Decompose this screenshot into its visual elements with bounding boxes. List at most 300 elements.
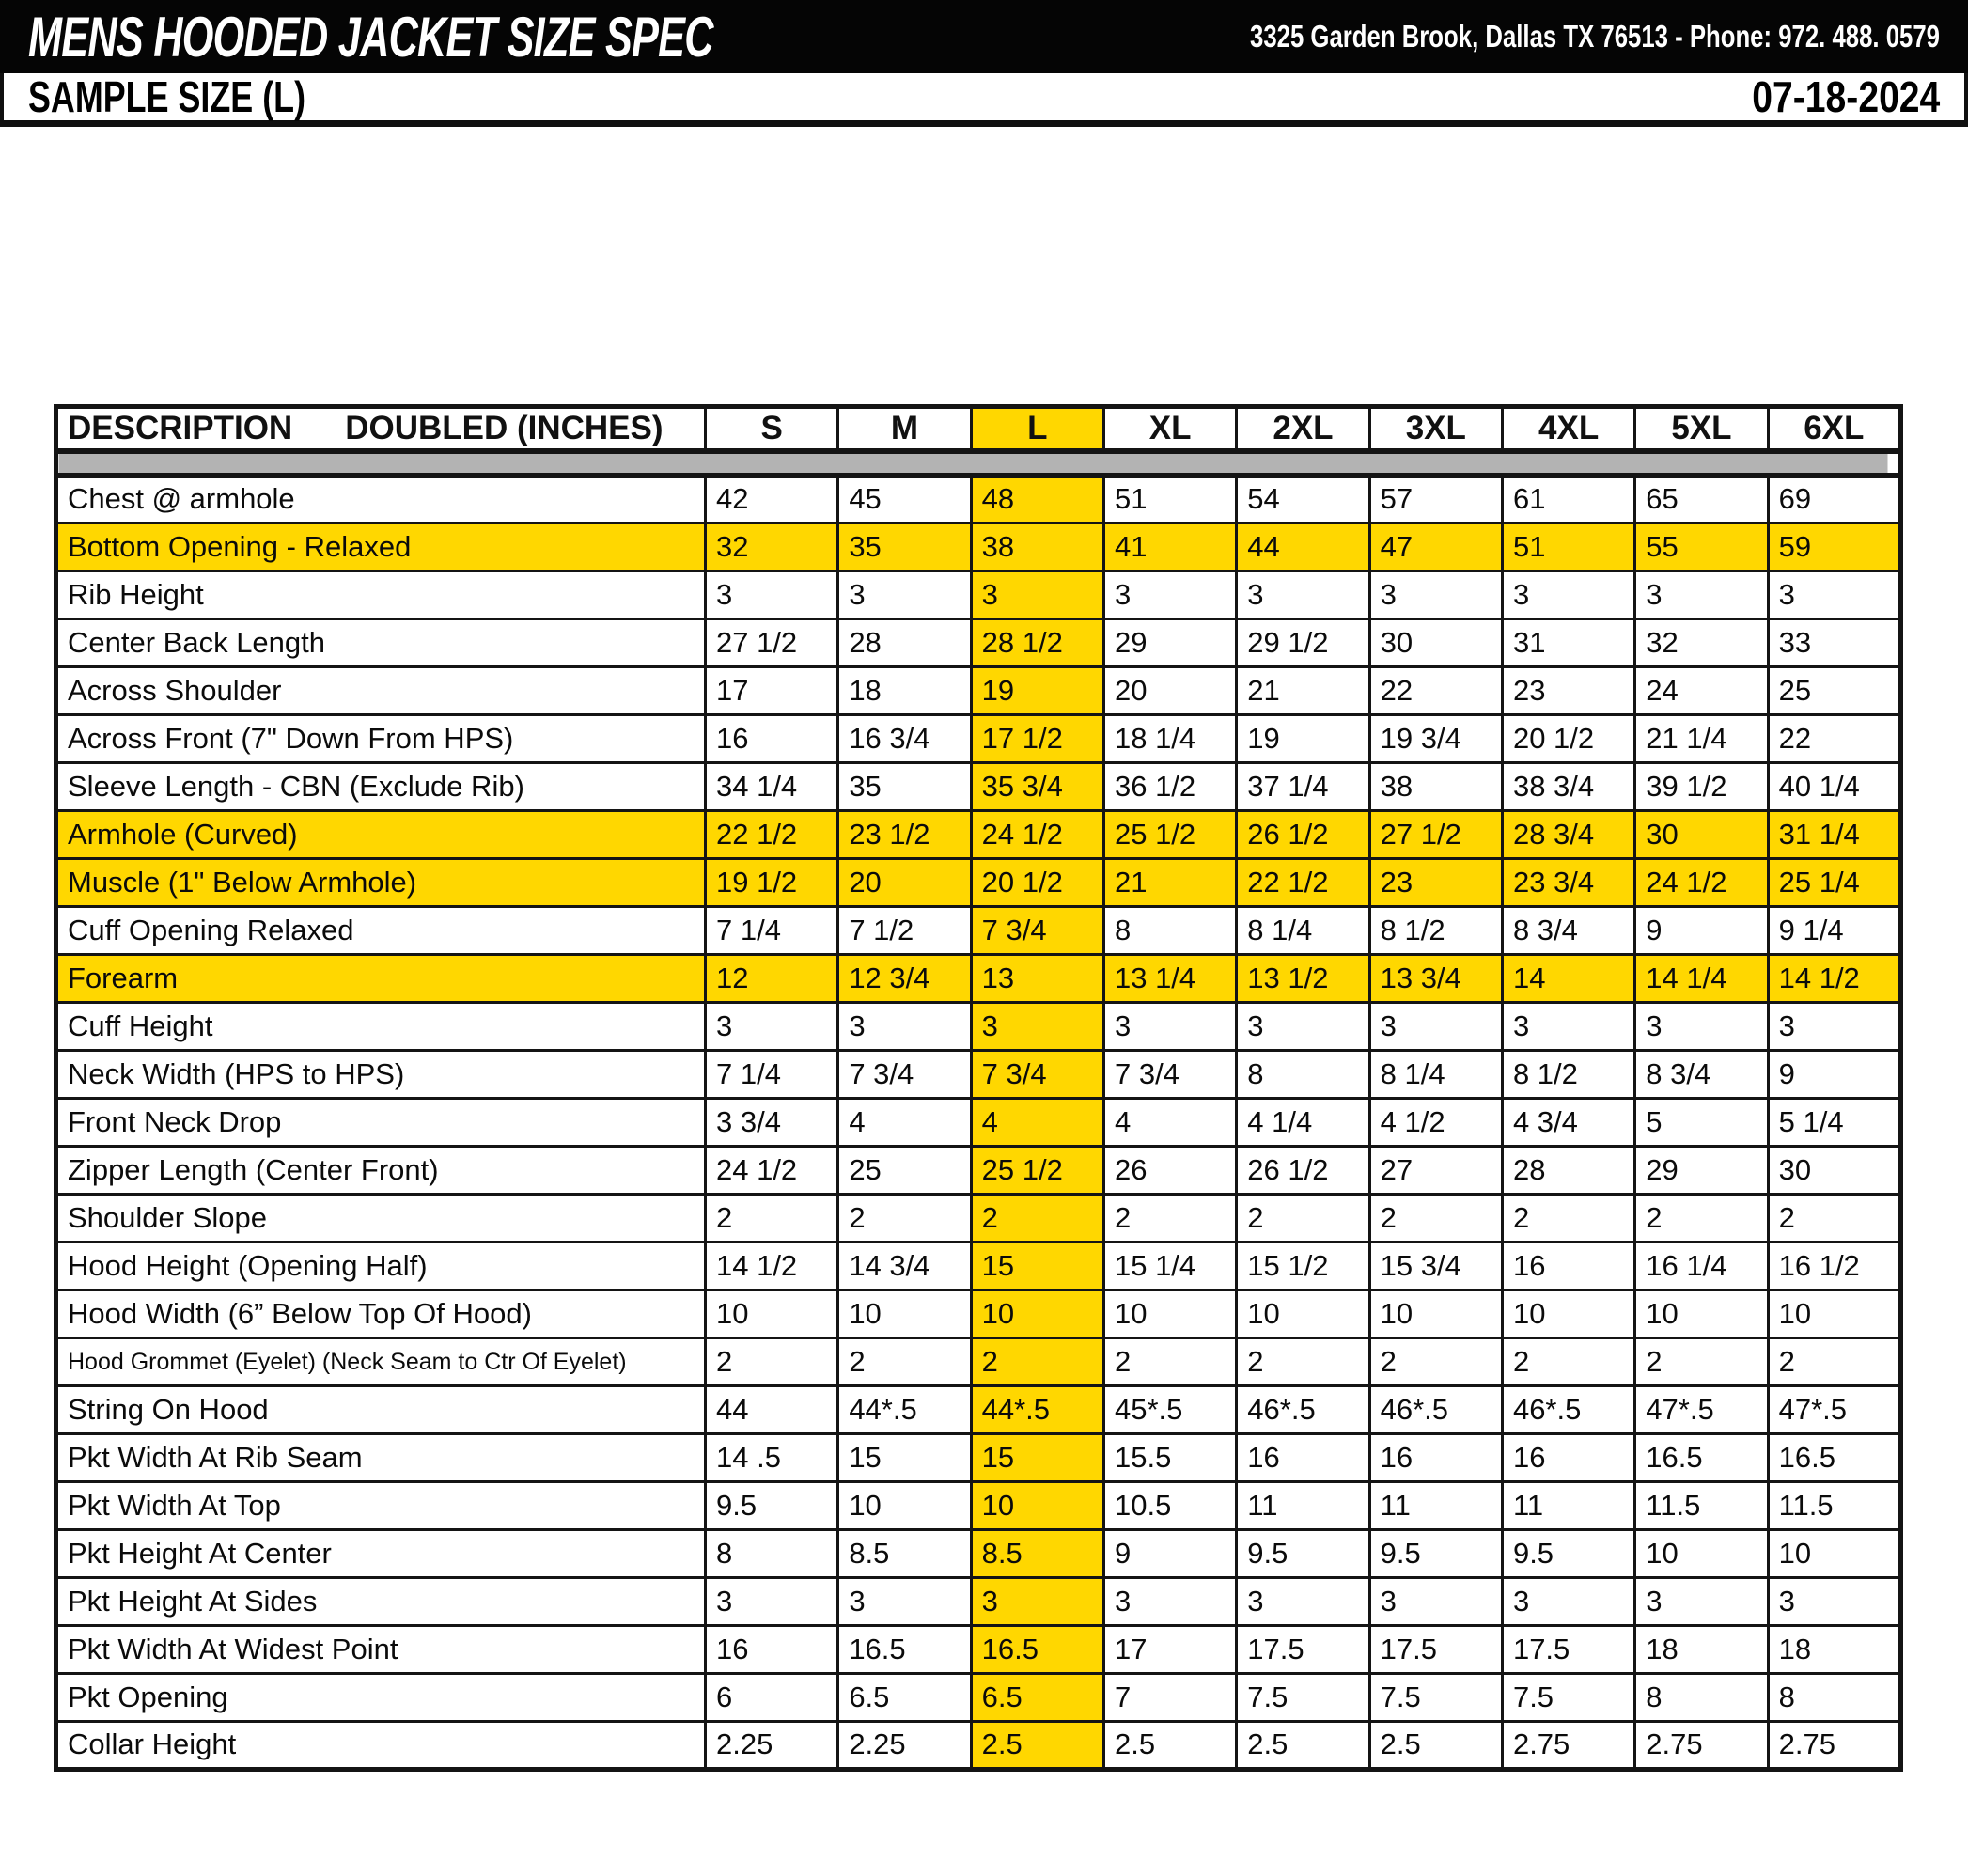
value-cell: 31 xyxy=(1502,619,1634,667)
value-cell: 10 xyxy=(838,1482,971,1530)
value-cell: 3 xyxy=(1635,1578,1768,1626)
table-row xyxy=(56,955,1901,1003)
value-cell: 16.5 xyxy=(1768,1434,1900,1482)
value-cell: 44*.5 xyxy=(838,1386,971,1434)
value-cell: 12 xyxy=(705,955,837,1003)
value-cell: 28 xyxy=(1502,1147,1634,1195)
value-cell: 21 xyxy=(1103,859,1236,907)
value-cell: 2.25 xyxy=(838,1722,971,1770)
value-cell: 5 1/4 xyxy=(1768,1099,1900,1147)
value-cell: 51 xyxy=(1502,524,1634,571)
value-cell: 16 1/4 xyxy=(1635,1243,1768,1290)
value-cell: 2.5 xyxy=(971,1722,1103,1770)
row-label: Collar Height xyxy=(56,1722,706,1770)
row-label: Front Neck Drop xyxy=(56,1099,706,1147)
value-cell: 2 xyxy=(971,1195,1103,1243)
value-cell: 9 xyxy=(1103,1530,1236,1578)
value-cell: 2 xyxy=(705,1338,837,1386)
value-cell: 15.5 xyxy=(1103,1434,1236,1482)
row-label: Neck Width (HPS to HPS) xyxy=(56,1051,706,1099)
value-cell: 4 xyxy=(838,1099,971,1147)
value-cell: 11 xyxy=(1237,1482,1369,1530)
value-cell: 26 xyxy=(1103,1147,1236,1195)
value-cell: 10 xyxy=(971,1482,1103,1530)
value-cell: 13 1/2 xyxy=(1237,955,1369,1003)
value-cell: 13 xyxy=(971,955,1103,1003)
value-cell: 47*.5 xyxy=(1768,1386,1900,1434)
value-cell: 38 xyxy=(971,524,1103,571)
value-cell: 8.5 xyxy=(838,1530,971,1578)
value-cell: 2.5 xyxy=(1369,1722,1502,1770)
size-column-header-xl: XL xyxy=(1103,407,1236,451)
topbar xyxy=(0,0,1968,73)
value-cell: 8 xyxy=(705,1530,837,1578)
value-cell: 16 xyxy=(1502,1243,1634,1290)
value-cell: 9.5 xyxy=(1369,1530,1502,1578)
table-row xyxy=(56,1578,1901,1626)
table-row xyxy=(56,1434,1901,1482)
row-label: Forearm xyxy=(56,955,706,1003)
value-cell: 17 1/2 xyxy=(971,715,1103,763)
value-cell: 11 xyxy=(1369,1482,1502,1530)
value-cell: 24 1/2 xyxy=(971,811,1103,859)
value-cell: 10 xyxy=(1768,1530,1900,1578)
value-cell: 8 xyxy=(1768,1674,1900,1722)
value-cell: 28 1/2 xyxy=(971,619,1103,667)
value-cell: 9 xyxy=(1635,907,1768,955)
description-header: DESCRIPTION xyxy=(68,409,293,446)
size-column-header-5xl: 5XL xyxy=(1635,407,1768,451)
table-row xyxy=(56,1530,1901,1578)
value-cell: 34 1/4 xyxy=(705,763,837,811)
value-cell: 3 xyxy=(1369,1003,1502,1051)
doubled-inches-header: DOUBLED (INCHES) xyxy=(345,409,664,446)
row-label: Cuff Height xyxy=(56,1003,706,1051)
value-cell: 10 xyxy=(1635,1530,1768,1578)
value-cell: 8 3/4 xyxy=(1502,907,1634,955)
value-cell: 4 xyxy=(1103,1099,1236,1147)
table-row xyxy=(56,811,1901,859)
value-cell: 7 3/4 xyxy=(971,907,1103,955)
spec-date: 07-18-2024 xyxy=(1751,72,1940,121)
row-label: Pkt Width At Top xyxy=(56,1482,706,1530)
value-cell: 6.5 xyxy=(971,1674,1103,1722)
table-row xyxy=(56,667,1901,715)
row-label: Cuff Opening Relaxed xyxy=(56,907,706,955)
value-cell: 4 xyxy=(971,1099,1103,1147)
table-row xyxy=(56,859,1901,907)
value-cell: 16 xyxy=(705,715,837,763)
row-label: Pkt Opening xyxy=(56,1674,706,1722)
value-cell: 27 1/2 xyxy=(1369,811,1502,859)
value-cell: 9 xyxy=(1768,1051,1900,1099)
value-cell: 3 xyxy=(1237,1578,1369,1626)
page-title: MENS HOODED JACKET SIZE SPEC xyxy=(28,5,713,69)
value-cell: 14 1/4 xyxy=(1635,955,1768,1003)
value-cell: 17 xyxy=(1103,1626,1236,1674)
value-cell: 10 xyxy=(1237,1290,1369,1338)
size-column-header-l: L xyxy=(971,407,1103,451)
value-cell: 32 xyxy=(1635,619,1768,667)
value-cell: 3 xyxy=(1635,1003,1768,1051)
row-label: Muscle (1" Below Armhole) xyxy=(56,859,706,907)
value-cell: 3 xyxy=(705,571,837,619)
value-cell: 10 xyxy=(1635,1290,1768,1338)
value-cell: 23 xyxy=(1502,667,1634,715)
size-column-header-m: M xyxy=(838,407,971,451)
value-cell: 2 xyxy=(705,1195,837,1243)
row-label: Across Shoulder xyxy=(56,667,706,715)
value-cell: 61 xyxy=(1502,476,1634,524)
value-cell: 16 xyxy=(1237,1434,1369,1482)
value-cell: 46*.5 xyxy=(1369,1386,1502,1434)
value-cell: 15 xyxy=(838,1434,971,1482)
row-label: Pkt Width At Rib Seam xyxy=(56,1434,706,1482)
value-cell: 15 1/4 xyxy=(1103,1243,1236,1290)
value-cell: 59 xyxy=(1768,524,1900,571)
value-cell: 19 xyxy=(1237,715,1369,763)
value-cell: 2 xyxy=(1103,1338,1236,1386)
value-cell: 14 xyxy=(1502,955,1634,1003)
value-cell: 7 3/4 xyxy=(971,1051,1103,1099)
value-cell: 12 3/4 xyxy=(838,955,971,1003)
value-cell: 22 1/2 xyxy=(1237,859,1369,907)
value-cell: 4 3/4 xyxy=(1502,1099,1634,1147)
value-cell: 18 1/4 xyxy=(1103,715,1236,763)
value-cell: 45*.5 xyxy=(1103,1386,1236,1434)
value-cell: 24 1/2 xyxy=(705,1147,837,1195)
value-cell: 9.5 xyxy=(1502,1530,1634,1578)
value-cell: 21 xyxy=(1237,667,1369,715)
value-cell: 42 xyxy=(705,476,837,524)
value-cell: 2 xyxy=(1768,1195,1900,1243)
value-cell: 39 1/2 xyxy=(1635,763,1768,811)
value-cell: 7.5 xyxy=(1502,1674,1634,1722)
value-cell: 10 xyxy=(1502,1290,1634,1338)
value-cell: 2 xyxy=(838,1338,971,1386)
row-label: Zipper Length (Center Front) xyxy=(56,1147,706,1195)
value-cell: 3 xyxy=(1768,1003,1900,1051)
value-cell: 35 xyxy=(838,763,971,811)
row-label: Pkt Width At Widest Point xyxy=(56,1626,706,1674)
company-address: 3325 Garden Brook, Dallas TX 76513 - Phone: 972. 488. 0579 xyxy=(1250,19,1940,54)
row-label: Pkt Height At Sides xyxy=(56,1578,706,1626)
value-cell: 23 xyxy=(1369,859,1502,907)
description-header-cell xyxy=(56,407,706,451)
table-row xyxy=(56,524,1901,571)
value-cell: 2 xyxy=(1237,1338,1369,1386)
value-cell: 13 1/4 xyxy=(1103,955,1236,1003)
value-cell: 10 xyxy=(1768,1290,1900,1338)
value-cell: 38 xyxy=(1369,763,1502,811)
table-row xyxy=(56,1195,1901,1243)
value-cell: 19 xyxy=(971,667,1103,715)
value-cell: 23 3/4 xyxy=(1502,859,1634,907)
value-cell: 3 xyxy=(1103,1003,1236,1051)
value-cell: 3 xyxy=(705,1578,837,1626)
table-row xyxy=(56,1003,1901,1051)
size-column-header-6xl: 6XL xyxy=(1768,407,1900,451)
value-cell: 9.5 xyxy=(1237,1530,1369,1578)
value-cell: 15 xyxy=(971,1243,1103,1290)
table-row xyxy=(56,1147,1901,1195)
value-cell: 18 xyxy=(1768,1626,1900,1674)
value-cell: 10 xyxy=(971,1290,1103,1338)
sample-size-label: SAMPLE SIZE (L) xyxy=(28,72,306,121)
value-cell: 16.5 xyxy=(1635,1434,1768,1482)
value-cell: 57 xyxy=(1369,476,1502,524)
value-cell: 28 xyxy=(838,619,971,667)
value-cell: 2.5 xyxy=(1103,1722,1236,1770)
value-cell: 4 1/4 xyxy=(1237,1099,1369,1147)
value-cell: 3 3/4 xyxy=(705,1099,837,1147)
table-row xyxy=(56,619,1901,667)
value-cell: 9.5 xyxy=(705,1482,837,1530)
value-cell: 3 xyxy=(1369,1578,1502,1626)
value-cell: 9 1/4 xyxy=(1768,907,1900,955)
row-label: Center Back Length xyxy=(56,619,706,667)
value-cell: 7 1/2 xyxy=(838,907,971,955)
header-row xyxy=(56,407,1901,451)
value-cell: 14 1/2 xyxy=(705,1243,837,1290)
value-cell: 20 xyxy=(1103,667,1236,715)
table-row xyxy=(56,1674,1901,1722)
value-cell: 27 1/2 xyxy=(705,619,837,667)
value-cell: 2 xyxy=(1502,1338,1634,1386)
value-cell: 25 xyxy=(838,1147,971,1195)
row-label: Pkt Height At Center xyxy=(56,1530,706,1578)
value-cell: 44*.5 xyxy=(971,1386,1103,1434)
value-cell: 19 3/4 xyxy=(1369,715,1502,763)
value-cell: 18 xyxy=(1635,1626,1768,1674)
value-cell: 2.75 xyxy=(1768,1722,1900,1770)
value-cell: 17.5 xyxy=(1502,1626,1634,1674)
value-cell: 16.5 xyxy=(971,1626,1103,1674)
value-cell: 2 xyxy=(1768,1338,1900,1386)
value-cell: 6 xyxy=(705,1674,837,1722)
value-cell: 2.75 xyxy=(1502,1722,1634,1770)
value-cell: 25 xyxy=(1768,667,1900,715)
row-label: Bottom Opening - Relaxed xyxy=(56,524,706,571)
value-cell: 24 xyxy=(1635,667,1768,715)
value-cell: 16 xyxy=(1369,1434,1502,1482)
value-cell: 3 xyxy=(838,1003,971,1051)
value-cell: 2 xyxy=(1502,1195,1634,1243)
value-cell: 41 xyxy=(1103,524,1236,571)
value-cell: 3 xyxy=(1502,571,1634,619)
table-row xyxy=(56,907,1901,955)
value-cell: 7 3/4 xyxy=(838,1051,971,1099)
size-column-header-2xl: 2XL xyxy=(1237,407,1369,451)
value-cell: 15 xyxy=(971,1434,1103,1482)
value-cell: 3 xyxy=(705,1003,837,1051)
table-row xyxy=(56,1722,1901,1770)
value-cell: 36 1/2 xyxy=(1103,763,1236,811)
value-cell: 28 3/4 xyxy=(1502,811,1634,859)
value-cell: 13 3/4 xyxy=(1369,955,1502,1003)
value-cell: 2 xyxy=(1635,1338,1768,1386)
value-cell: 31 1/4 xyxy=(1768,811,1900,859)
value-cell: 8 xyxy=(1237,1051,1369,1099)
table-row xyxy=(56,715,1901,763)
value-cell: 4 1/2 xyxy=(1369,1099,1502,1147)
value-cell: 10 xyxy=(838,1290,971,1338)
value-cell: 55 xyxy=(1635,524,1768,571)
subbar xyxy=(0,73,1968,127)
size-column-header-4xl: 4XL xyxy=(1502,407,1634,451)
table-row xyxy=(56,1482,1901,1530)
value-cell: 10 xyxy=(1369,1290,1502,1338)
value-cell: 22 1/2 xyxy=(705,811,837,859)
value-cell: 14 .5 xyxy=(705,1434,837,1482)
value-cell: 2.75 xyxy=(1635,1722,1768,1770)
value-cell: 2.5 xyxy=(1237,1722,1369,1770)
value-cell: 44 xyxy=(1237,524,1369,571)
value-cell: 2 xyxy=(1369,1195,1502,1243)
value-cell: 10 xyxy=(1103,1290,1236,1338)
value-cell: 22 xyxy=(1768,715,1900,763)
table-row xyxy=(56,1338,1901,1386)
table-body xyxy=(56,476,1901,1770)
value-cell: 69 xyxy=(1768,476,1900,524)
row-label: Hood Width (6” Below Top Of Hood) xyxy=(56,1290,706,1338)
value-cell: 14 3/4 xyxy=(838,1243,971,1290)
row-label: String On Hood xyxy=(56,1386,706,1434)
value-cell: 3 xyxy=(1103,571,1236,619)
value-cell: 7 3/4 xyxy=(1103,1051,1236,1099)
value-cell: 8 1/2 xyxy=(1502,1051,1634,1099)
value-cell: 3 xyxy=(1369,571,1502,619)
value-cell: 30 xyxy=(1768,1147,1900,1195)
value-cell: 47 xyxy=(1369,524,1502,571)
value-cell: 2 xyxy=(1237,1195,1369,1243)
value-cell: 3 xyxy=(1237,571,1369,619)
value-cell: 8.5 xyxy=(971,1530,1103,1578)
value-cell: 2 xyxy=(1103,1195,1236,1243)
row-label: Hood Grommet (Eyelet) (Neck Seam to Ctr Of Eyelet) xyxy=(56,1338,706,1386)
value-cell: 35 3/4 xyxy=(971,763,1103,811)
table-row xyxy=(56,1243,1901,1290)
table-row xyxy=(56,763,1901,811)
value-cell: 20 xyxy=(838,859,971,907)
value-cell: 17 xyxy=(705,667,837,715)
value-cell: 3 xyxy=(1103,1578,1236,1626)
value-cell: 10 xyxy=(705,1290,837,1338)
value-cell: 16.5 xyxy=(838,1626,971,1674)
value-cell: 32 xyxy=(705,524,837,571)
value-cell: 15 1/2 xyxy=(1237,1243,1369,1290)
value-cell: 2.25 xyxy=(705,1722,837,1770)
value-cell: 37 1/4 xyxy=(1237,763,1369,811)
table-row xyxy=(56,1626,1901,1674)
value-cell: 7 xyxy=(1103,1674,1236,1722)
value-cell: 48 xyxy=(971,476,1103,524)
row-label: Hood Height (Opening Half) xyxy=(56,1243,706,1290)
value-cell: 30 xyxy=(1369,619,1502,667)
table-row xyxy=(56,476,1901,524)
value-cell: 3 xyxy=(1768,571,1900,619)
value-cell: 17.5 xyxy=(1237,1626,1369,1674)
value-cell: 2 xyxy=(1635,1195,1768,1243)
value-cell: 54 xyxy=(1237,476,1369,524)
value-cell: 10.5 xyxy=(1103,1482,1236,1530)
table-row xyxy=(56,1290,1901,1338)
value-cell: 29 xyxy=(1635,1147,1768,1195)
value-cell: 11.5 xyxy=(1635,1482,1768,1530)
value-cell: 3 xyxy=(1237,1003,1369,1051)
value-cell: 21 1/4 xyxy=(1635,715,1768,763)
row-label: Shoulder Slope xyxy=(56,1195,706,1243)
value-cell: 35 xyxy=(838,524,971,571)
value-cell: 26 1/2 xyxy=(1237,1147,1369,1195)
value-cell: 23 1/2 xyxy=(838,811,971,859)
value-cell: 46*.5 xyxy=(1237,1386,1369,1434)
value-cell: 2 xyxy=(838,1195,971,1243)
value-cell: 7 1/4 xyxy=(705,1051,837,1099)
separator-bar xyxy=(56,451,1901,476)
value-cell: 7 1/4 xyxy=(705,907,837,955)
value-cell: 3 xyxy=(838,571,971,619)
value-cell: 20 1/2 xyxy=(971,859,1103,907)
value-cell: 16 3/4 xyxy=(838,715,971,763)
value-cell: 7.5 xyxy=(1369,1674,1502,1722)
table-row xyxy=(56,1386,1901,1434)
value-cell: 29 xyxy=(1103,619,1236,667)
value-cell: 25 1/2 xyxy=(1103,811,1236,859)
table-row xyxy=(56,1051,1901,1099)
value-cell: 16 xyxy=(1502,1434,1634,1482)
value-cell: 29 1/2 xyxy=(1237,619,1369,667)
value-cell: 40 1/4 xyxy=(1768,763,1900,811)
value-cell: 8 3/4 xyxy=(1635,1051,1768,1099)
value-cell: 45 xyxy=(838,476,971,524)
row-label: Chest @ armhole xyxy=(56,476,706,524)
value-cell: 15 3/4 xyxy=(1369,1243,1502,1290)
value-cell: 7.5 xyxy=(1237,1674,1369,1722)
value-cell: 14 1/2 xyxy=(1768,955,1900,1003)
value-cell: 22 xyxy=(1369,667,1502,715)
value-cell: 47*.5 xyxy=(1635,1386,1768,1434)
size-column-header-s: S xyxy=(705,407,837,451)
value-cell: 8 1/4 xyxy=(1369,1051,1502,1099)
value-cell: 5 xyxy=(1635,1099,1768,1147)
row-label: Across Front (7" Down From HPS) xyxy=(56,715,706,763)
value-cell: 8 xyxy=(1103,907,1236,955)
value-cell: 3 xyxy=(1502,1578,1634,1626)
value-cell: 11 xyxy=(1502,1482,1634,1530)
table-row xyxy=(56,571,1901,619)
value-cell: 17.5 xyxy=(1369,1626,1502,1674)
value-cell: 3 xyxy=(1768,1578,1900,1626)
value-cell: 25 1/2 xyxy=(971,1147,1103,1195)
value-cell: 38 3/4 xyxy=(1502,763,1634,811)
value-cell: 44 xyxy=(705,1386,837,1434)
value-cell: 3 xyxy=(971,571,1103,619)
value-cell: 16 1/2 xyxy=(1768,1243,1900,1290)
size-column-header-3xl: 3XL xyxy=(1369,407,1502,451)
value-cell: 3 xyxy=(971,1578,1103,1626)
value-cell: 30 xyxy=(1635,811,1768,859)
value-cell: 8 xyxy=(1635,1674,1768,1722)
value-cell: 3 xyxy=(971,1003,1103,1051)
value-cell: 18 xyxy=(838,667,971,715)
value-cell: 20 1/2 xyxy=(1502,715,1634,763)
value-cell: 25 1/4 xyxy=(1768,859,1900,907)
value-cell: 8 1/2 xyxy=(1369,907,1502,955)
value-cell: 8 1/4 xyxy=(1237,907,1369,955)
value-cell: 24 1/2 xyxy=(1635,859,1768,907)
value-cell: 33 xyxy=(1768,619,1900,667)
